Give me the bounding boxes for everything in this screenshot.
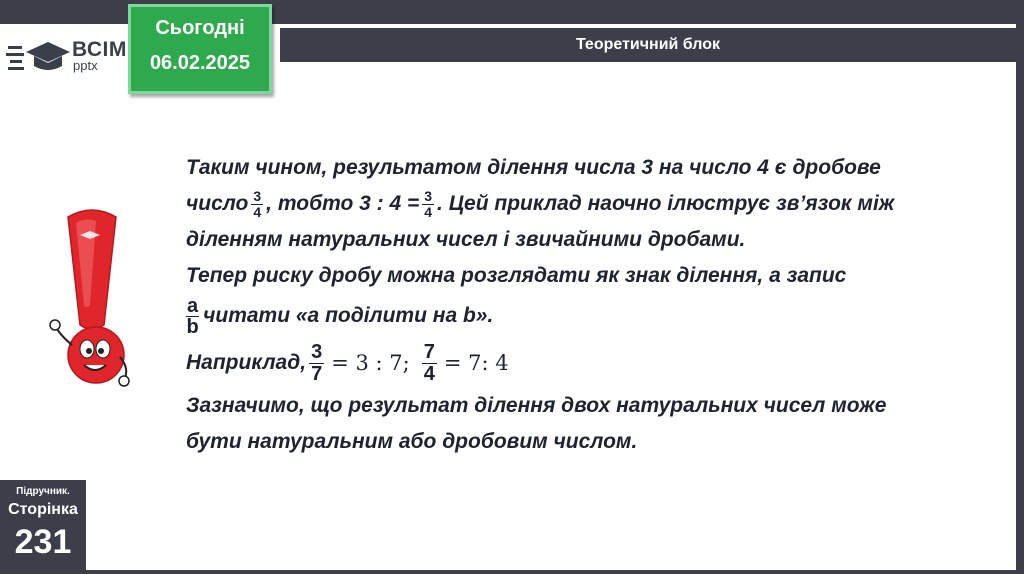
fraction-numerator: 7 (423, 340, 435, 363)
text-line (186, 388, 976, 424)
text-line (186, 424, 976, 460)
date-box (128, 4, 272, 94)
example-2-rest: = 7: 4 (443, 351, 509, 375)
fraction-denominator: 4 (423, 362, 435, 385)
text-p3-l1: Зазначимо, що результат ділення двох натуральних чисел може (186, 394, 887, 417)
fraction-a-b (186, 296, 199, 337)
example-label: Наприклад, (186, 351, 307, 374)
text-p2-l2: читати «а поділити на b». (203, 304, 494, 327)
text-p1-l1: Таким чином, результатом ділення числа 3 на число 4 є дробове (186, 156, 881, 179)
fraction-denominator: 4 (424, 203, 433, 220)
logo-subtext: pptx (73, 58, 98, 73)
fraction-denominator: 4 (253, 203, 262, 220)
text-p1-l2c: . Цей приклад наочно ілюструє зв’язок між (437, 192, 895, 215)
text-line (186, 258, 976, 294)
theory-text (186, 150, 976, 460)
right-frame (1016, 24, 1024, 574)
bottom-frame (0, 570, 1024, 574)
text-p3-l2: бути натуральним або дробовим числом. (186, 430, 638, 453)
fraction-3-4 (422, 189, 434, 220)
fraction-numerator: 3 (253, 187, 262, 204)
fraction-3-7 (309, 342, 324, 385)
text-p1-l2a: число (186, 192, 249, 215)
example-1-rest: = 3 : 7; (331, 351, 410, 375)
textbook-label: Підручник. (16, 486, 70, 497)
text-line (186, 294, 976, 338)
date-value: 06.02.2025 (149, 52, 251, 74)
today-label: Сьогодні (155, 17, 245, 39)
text-p1-l2b: , тобто 3 : 4 = (266, 192, 420, 215)
section-title: Теоретичний блок (280, 28, 1024, 62)
fraction-numerator: 3 (424, 187, 433, 204)
text-line (186, 150, 976, 186)
logo-text: ВСІМ (72, 38, 127, 61)
textbook-page-box (0, 480, 86, 574)
fraction-3-4 (251, 189, 263, 220)
page-number: 231 (14, 523, 72, 561)
text-p1-l3: діленням натуральних чисел і звичайними дробами. (186, 228, 746, 251)
text-p2-l1: Тепер риску дробу можна розглядати як знак ділення, а запис (186, 264, 847, 287)
text-line (186, 338, 976, 388)
fraction-numerator: a (187, 294, 199, 317)
logo (6, 40, 126, 76)
fraction-7-4 (422, 342, 437, 385)
fraction-numerator: 3 (311, 340, 323, 363)
text-line (186, 222, 976, 258)
fraction-denominator: 7 (311, 362, 323, 385)
graduation-cap-icon (6, 40, 70, 76)
text-line (186, 186, 976, 222)
page-label: Сторінка (8, 501, 78, 518)
fraction-denominator: b (186, 315, 199, 338)
exclamation-mascot-icon (40, 205, 140, 395)
